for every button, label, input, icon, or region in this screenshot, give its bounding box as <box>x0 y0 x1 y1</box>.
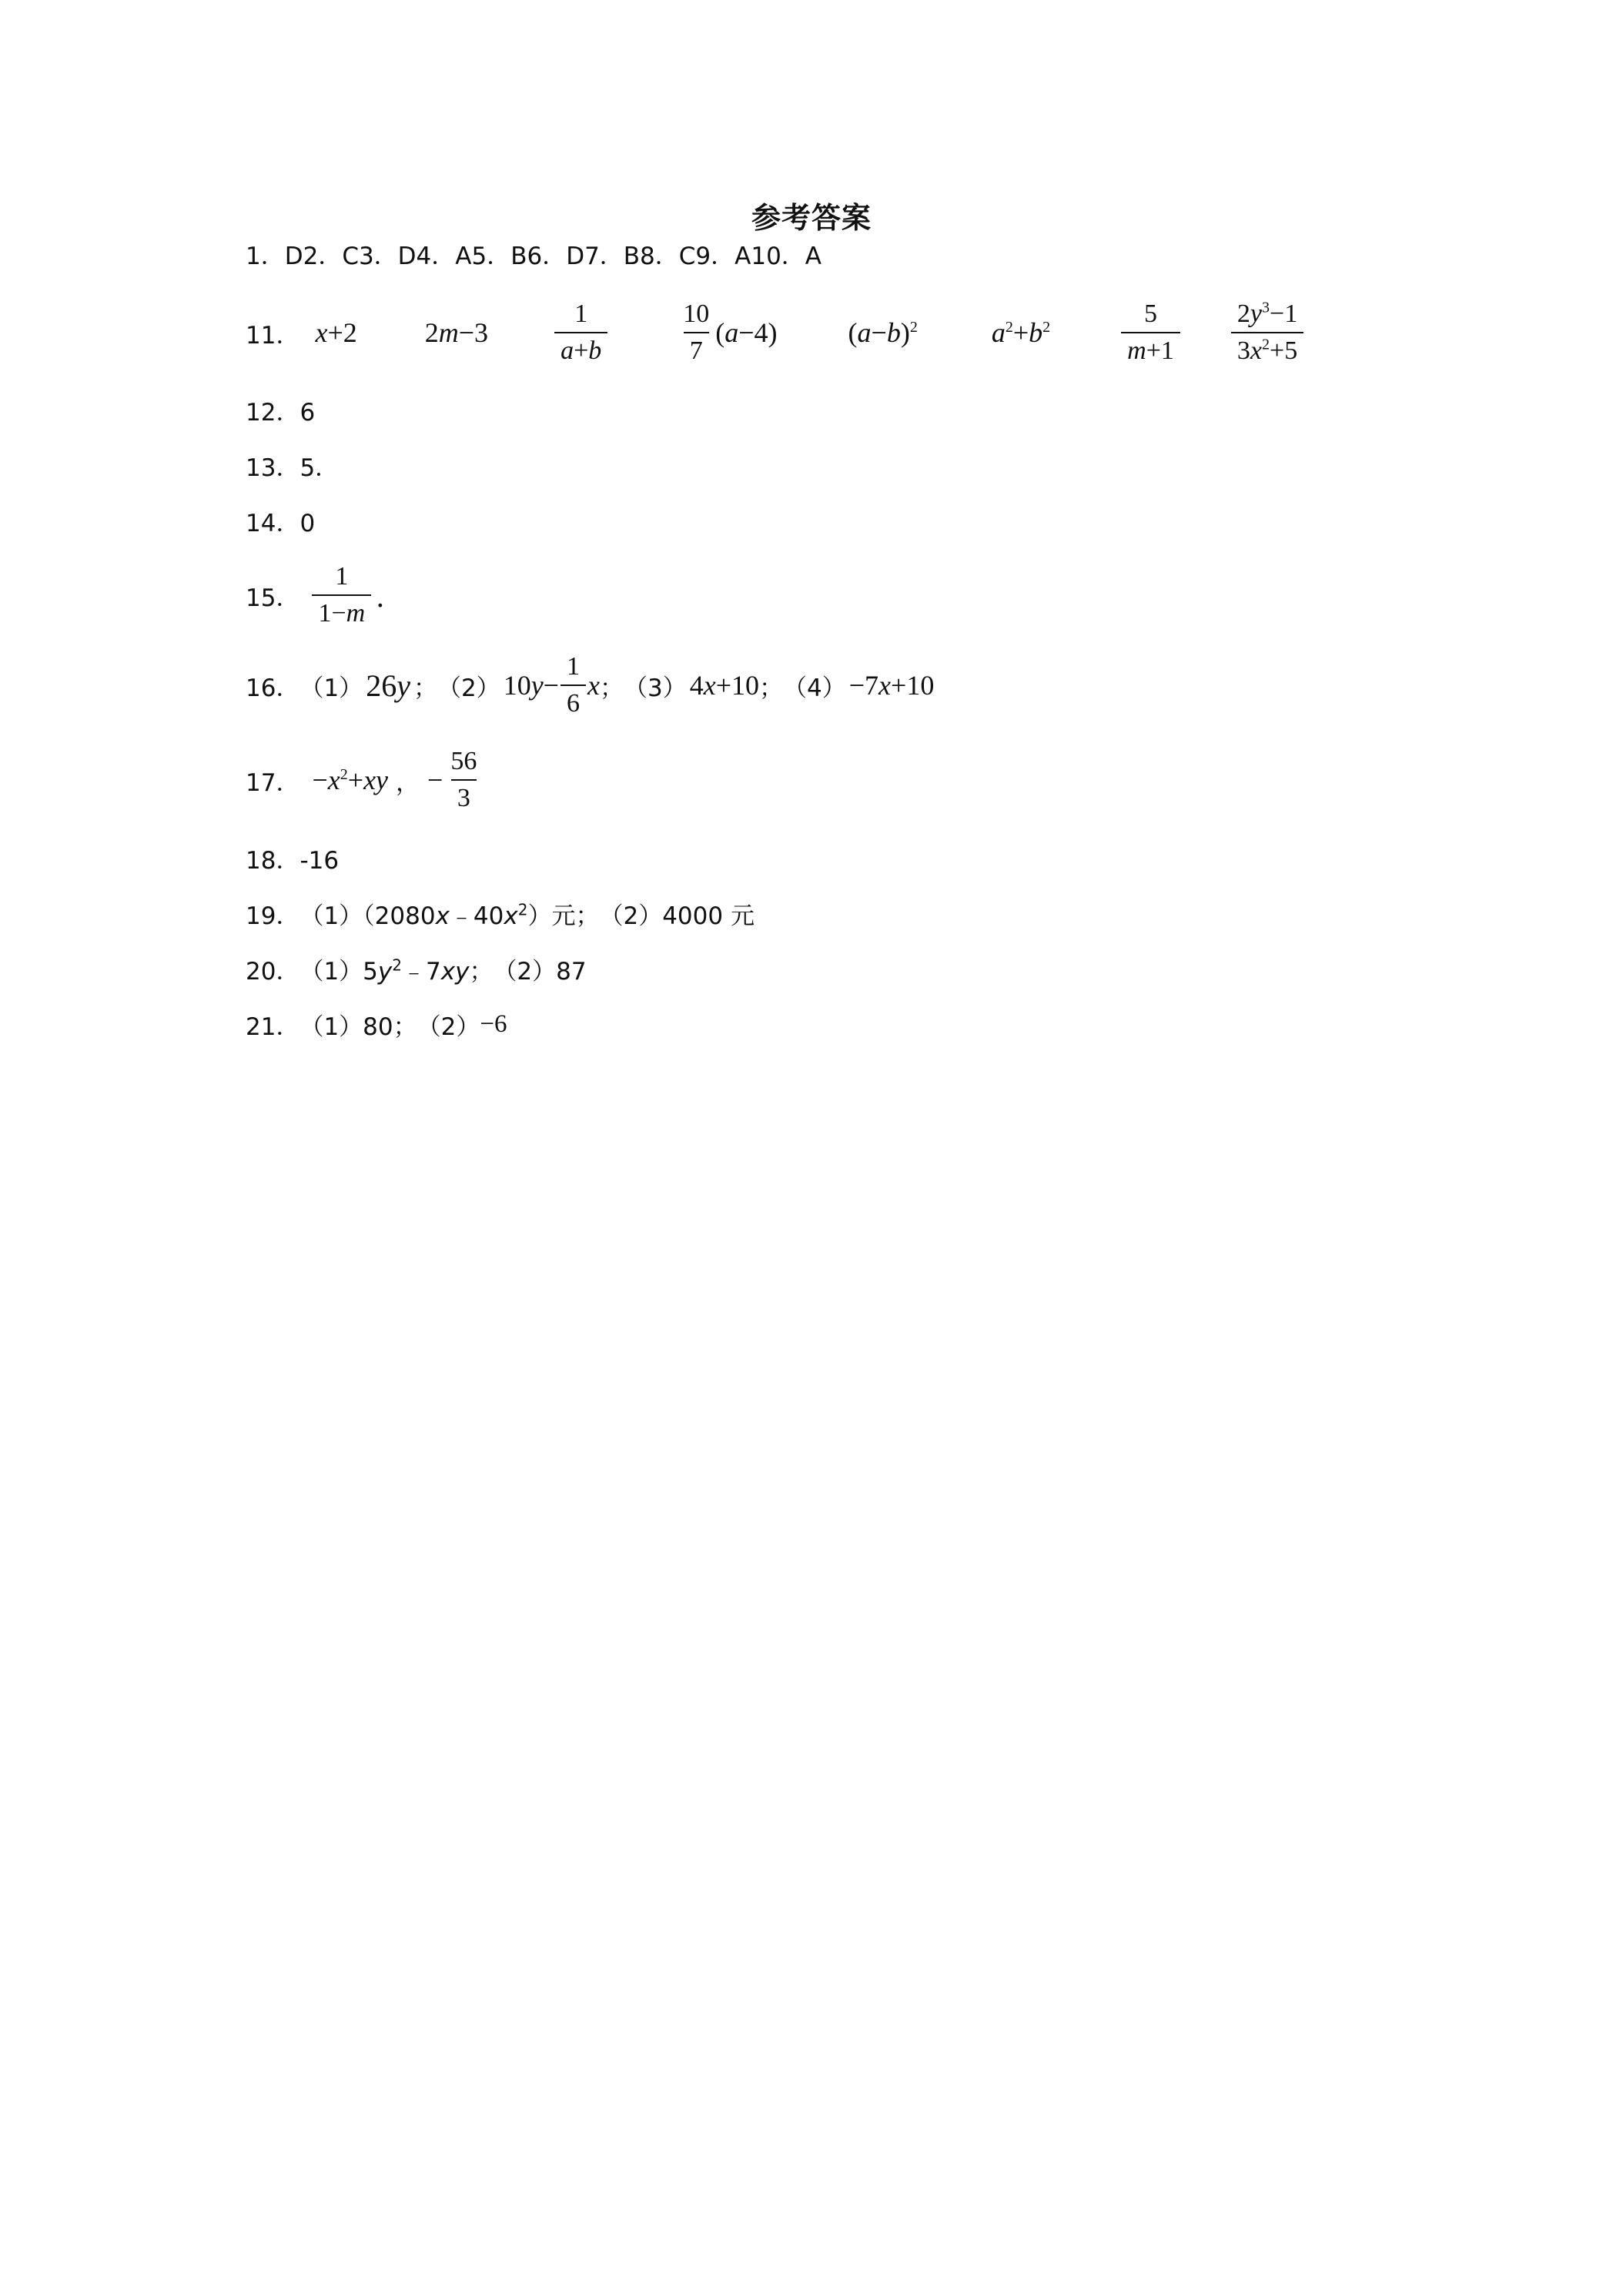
answer-21-1: （1）80 <box>300 1012 393 1041</box>
separator: ； <box>393 1012 417 1041</box>
question-label: 15． <box>246 584 300 612</box>
question-label: 21． <box>246 1012 300 1041</box>
answer-13: 13．5． <box>246 454 340 482</box>
answer-15: $\frac{1}{1-m}$ <box>312 562 371 628</box>
question-label: 20． <box>246 957 300 986</box>
answer-17-expression: $-x^2+xy$ <box>312 765 389 795</box>
answer-20-1: $(1)5y^2﹣7xy$ <box>300 956 470 986</box>
answer-15-period: ． <box>376 581 404 613</box>
separator: ； <box>599 674 624 702</box>
answer-line-1-10 <box>246 230 822 276</box>
answer-line-11 <box>246 299 1308 365</box>
part-label: （1） <box>300 674 363 702</box>
answer-11-8: $\frac{2y^3-1}{3x^2+5}$ <box>1231 300 1303 366</box>
answer-line-12 <box>246 387 315 433</box>
answer-line-17 <box>246 745 484 815</box>
answer-20-2: （2）87 <box>493 957 587 986</box>
answer-line-15 <box>246 561 403 630</box>
answer-line-13 <box>246 442 339 488</box>
answer-12: 12．6 <box>246 398 316 427</box>
answer-11-5: $(a-b)^2$ <box>848 317 918 348</box>
answer-line-19 <box>246 890 755 936</box>
answer-18: 18．-16 <box>246 846 340 875</box>
answer-11-2: 2m−3 <box>424 317 489 348</box>
answer-19-1: $(1)(2080x﹣40x^2)$ <box>300 900 552 930</box>
separator: ， <box>396 768 420 797</box>
page-title: 参考答案 <box>751 201 872 235</box>
question-label: 16． <box>246 674 300 702</box>
answer-19-2: （2）4000 <box>599 902 731 930</box>
part-label: （3） <box>623 674 687 702</box>
separator: ； <box>575 902 600 930</box>
answer-16-4: −7x+10 <box>848 670 935 701</box>
question-label: 19． <box>246 902 300 930</box>
unit-yuan: 元 <box>730 902 755 930</box>
answer-line-20 <box>246 946 587 992</box>
unit-yuan: 元 <box>551 902 576 930</box>
answer-line-16 <box>246 653 934 718</box>
answer-16-3: 4x+10 <box>689 670 759 701</box>
answer-11-6: $a^2+b^2$ <box>991 317 1051 348</box>
question-label: 11． <box>246 321 300 350</box>
separator: ； <box>469 957 494 986</box>
answer-17-value: − $\frac{56}{3}$ <box>427 746 477 812</box>
answer-21-2: −6 <box>480 1009 507 1038</box>
answers-1-to-10: 1．D2．C3．D4．A5．B6．D7．B8．C9．A10．A <box>246 242 822 270</box>
part-label: （2） <box>417 1012 480 1041</box>
answer-line-21 <box>246 1001 507 1047</box>
part-label: （2） <box>437 674 500 702</box>
answer-11-7: $\frac{5}{m+1}$ <box>1121 300 1180 366</box>
separator: ； <box>413 674 437 702</box>
answer-16-1: 26y <box>366 668 410 703</box>
answer-14: 14．0 <box>246 509 316 537</box>
answer-16-2: 10 y − $\frac{1}{6}$ x <box>503 651 600 718</box>
answer-11-4: $\frac{10}{7}$ ( a −4) <box>683 299 778 365</box>
answer-11-1: x+2 <box>315 317 357 348</box>
question-label: 17． <box>246 768 300 797</box>
answer-line-14 <box>246 497 315 544</box>
part-label: （4） <box>783 674 846 702</box>
answer-11-3: $\frac{1}{a+b}$ <box>554 300 607 366</box>
answer-line-18 <box>246 835 339 881</box>
separator: ； <box>759 674 783 702</box>
